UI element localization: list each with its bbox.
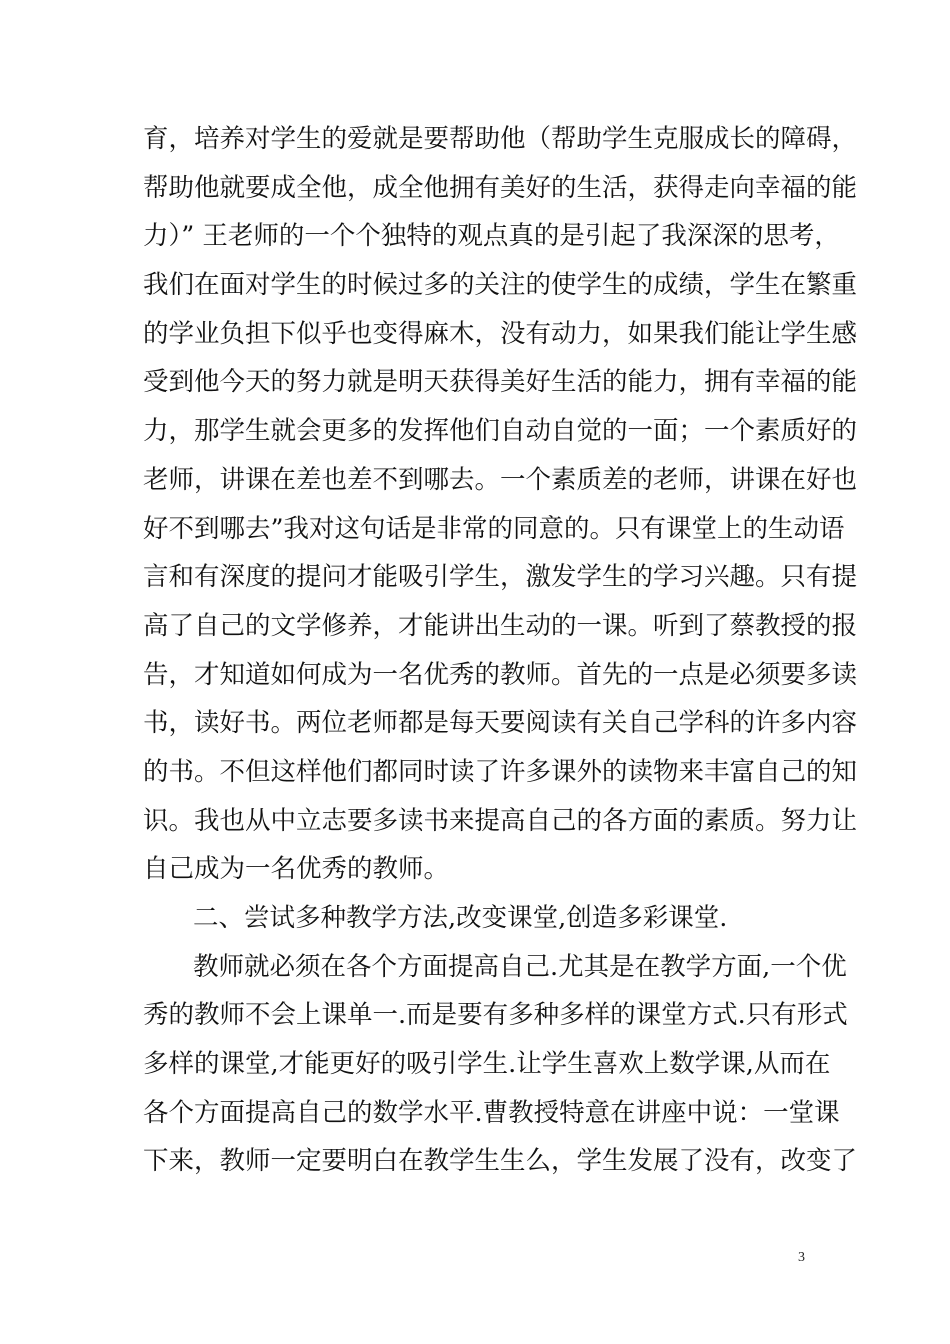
- text-line: 下来，教师一定要明白在教学生生么，学生发展了没有，改变了: [143, 1146, 858, 1177]
- body-text: [143, 115, 858, 1186]
- text-line: 力）” 王老师的一个个独特的观点真的是引起了我深深的思考，: [143, 221, 840, 252]
- text-line: 的书。不但这样他们都同时读了许多课外的读物来丰富自己的知: [143, 756, 858, 787]
- text-line: 育，培养对学生的爱就是要帮助他（帮助学生克服成长的障碍，: [143, 124, 858, 154]
- text-line: 言和有深度的提问才能吸引学生，激发学生的学习兴趣。只有提: [143, 562, 858, 593]
- text-line: 多样的课堂,才能更好的吸引学生.让学生喜欢上数学课,从而在: [143, 1049, 831, 1080]
- text-line: 高了自己的文学修养，才能讲出生动的一课。听到了蔡教授的报: [143, 610, 858, 641]
- text-line: 好不到哪去”我对这句话是非常的同意的。只有课堂上的生动语: [143, 513, 845, 544]
- text-line: 识。我也从中立志要多读书来提高自己的各方面的素质。努力让: [143, 805, 858, 836]
- text-line: 我们在面对学生的时候过多的关注的使学生的成绩，学生在繁重: [143, 270, 858, 301]
- text-line: 力，那学生就会更多的发挥他们自动自觉的一面；一个素质好的: [143, 416, 858, 447]
- text-line: 告，才知道如何成为一名优秀的教师。首先的一点是必须要多读: [143, 659, 858, 690]
- text-line: 各个方面提高自己的数学水平.曹教授特意在讲座中说：一堂课: [143, 1097, 840, 1128]
- text-line: 秀的教师不会上课单一.而是要有多种多样的课堂方式.只有形式: [143, 1000, 848, 1031]
- text-line: 受到他今天的努力就是明天获得美好生活的能力，拥有幸福的能: [143, 367, 858, 398]
- text-line: 老师，讲课在差也差不到哪去。一个素质差的老师，讲课在好也: [143, 464, 858, 495]
- text-line: 教师就必须在各个方面提高自己.尤其是在教学方面,一个优: [193, 951, 847, 982]
- text-line: 自己成为一名优秀的教师。: [143, 854, 450, 885]
- text-line: 书，读好书。两位老师都是每天要阅读有关自己学科的许多内容: [143, 708, 858, 739]
- section-heading: 二、尝试多种教学方法,改变课堂,创造多彩课堂.: [193, 903, 728, 933]
- text-line: 帮助他就要成全他，成全他拥有美好的生活，获得走向幸福的能: [143, 172, 858, 203]
- page-number: 3: [798, 1250, 805, 1265]
- text-line: 的学业负担下似乎也变得麻木，没有动力，如果我们能让学生感: [143, 318, 858, 349]
